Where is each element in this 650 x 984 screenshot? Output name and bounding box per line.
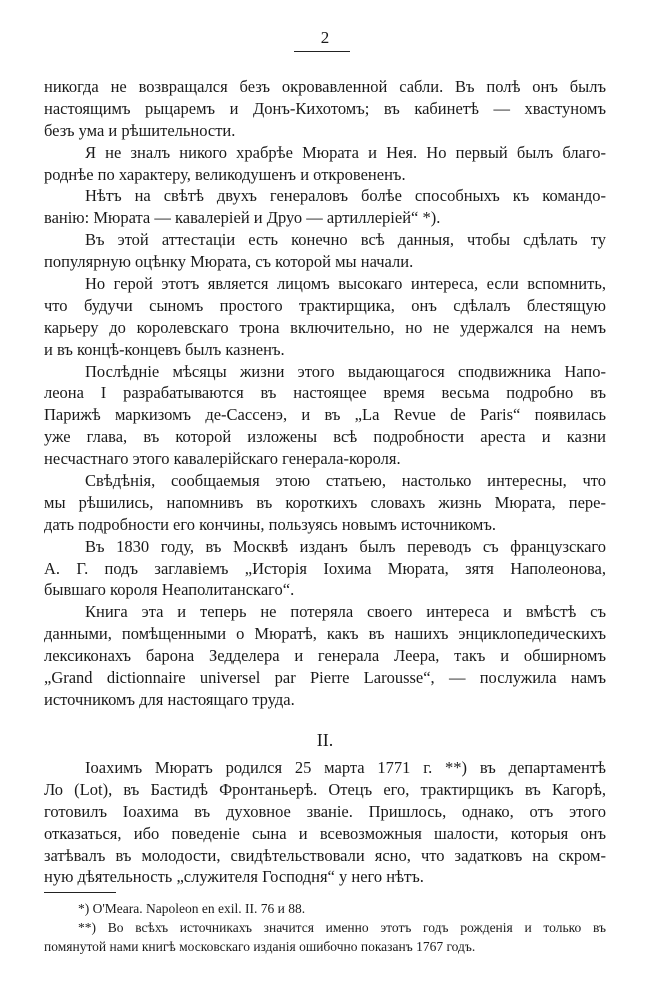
- section-2-text: [44, 757, 606, 888]
- paragraph: [44, 899, 606, 918]
- text-line: Ло (Lot), въ Бастидѣ Фронтаньерѣ. Отецъ его, трактирщикъ въ Кагорѣ,: [44, 779, 606, 799]
- text-line: Я не зналъ никого храбрѣе Мюрата и Нея. Но первый былъ благо-: [85, 142, 606, 162]
- paragraph: [44, 361, 606, 470]
- text-line: Послѣдніе мѣсяцы жизни этого выдающагося сподвижника Напо-: [85, 361, 606, 381]
- text-line: Нѣтъ на свѣтѣ двухъ генераловъ болѣе способныхъ къ командо-: [85, 186, 606, 206]
- section-1-text: [44, 76, 606, 711]
- text-line: Парижѣ маркизомъ де-Сассенэ, и въ „La Revue de Paris“ появилась: [44, 405, 606, 425]
- text-line: Но герой этотъ является лицомъ высокаго интереса, если вспомнить,: [85, 274, 606, 294]
- text-line: Въ 1830 году, въ Москвѣ изданъ былъ переводъ съ французскаго: [85, 536, 606, 556]
- footnote-rule: [44, 892, 116, 893]
- text-line: уже глава, въ которой изложены всѣ подробности ареста и казни: [44, 427, 606, 447]
- text-line: Въ этой аттестаціи есть конечно всѣ данныя, чтобы сдѣлать ту: [85, 230, 606, 250]
- paragraph: [44, 229, 606, 273]
- text-line: бывшаго короля Неаполитанскаго“.: [44, 580, 295, 600]
- text-line: популярную оцѣнку Мюрата, съ которой мы начали.: [44, 252, 414, 272]
- paragraph: [44, 536, 606, 602]
- text-line: и въ концѣ-концевъ былъ казненъ.: [44, 339, 285, 359]
- text-line: Свѣдѣнія, сообщаемыя этою статьею, настолько интересны, что: [85, 471, 606, 491]
- text-line: затѣвалъ въ молодости, свидѣтельствовали ясно, что задатковъ на скром-: [44, 845, 606, 865]
- paragraph: [44, 757, 606, 888]
- text-line: ную дѣятельность „служителя Господня“ у него нѣтъ.: [44, 867, 424, 887]
- text-line: готовилъ Іоахима въ духовное званіе. Пришлось, однако, отъ этого: [44, 801, 606, 821]
- footnotes: [44, 899, 606, 956]
- text-line: источникомъ для настоящаго труда.: [44, 689, 295, 709]
- text-line: что будучи сыномъ простого трактирщика, онъ сдѣлалъ блестящую: [44, 295, 606, 315]
- paragraph: [44, 76, 606, 142]
- paragraph: [44, 470, 606, 536]
- text-line: несчастнаго этого кавалерійскаго генерала-короля.: [44, 449, 401, 469]
- text-line: безъ ума и рѣшительности.: [44, 120, 236, 140]
- text-line: Книга эта и теперь не потеряла своего интереса и вмѣстѣ съ: [85, 602, 606, 622]
- text-line: „Grand dictionnaire universel par Pierre Larousse“, — послужила намъ: [44, 668, 606, 688]
- text-line: карьеру до королевскаго трона включительно, но не удержался на немъ: [44, 317, 606, 337]
- paragraph: [44, 601, 606, 710]
- paragraph: [44, 142, 606, 186]
- page-number: 2: [320, 28, 330, 47]
- text-line: *) O'Meara. Napoleon en exil. II. 76 и 88.: [78, 901, 306, 916]
- text-line: Іоахимъ Мюратъ родился 25 марта 1771 г. **) въ департаментѣ: [85, 758, 606, 777]
- page-number-rule: [294, 51, 350, 52]
- text-line: настоящимъ рыцаремъ и Донъ-Кихотомъ; въ кабинетѣ — хвастуномъ: [44, 98, 606, 118]
- text-line: помянутой нами книгѣ московскаго изданія ошибочно показанъ 1767 годъ.: [44, 939, 476, 954]
- text-line: данными, помѣщенными о Мюратѣ, какъ въ нашихъ энциклопедическихъ: [44, 624, 606, 644]
- text-line: отказаться, ибо поведеніе сына и всевозможныя шалости, которыя онъ: [44, 823, 606, 843]
- text-line: роднѣе по характеру, великодушенъ и откровененъ.: [44, 164, 406, 184]
- paragraph: [44, 185, 606, 229]
- text-line: мы рѣшились, напомнивъ въ короткихъ словахъ жизнь Мюрата, пере-: [44, 492, 606, 512]
- text-line: ванію: Мюрата — кавалеріей и Друо — артиллеріей“ *).: [44, 208, 441, 228]
- text-line: леона I разрабатываются въ настоящее время весьма подробно въ: [44, 383, 606, 403]
- paragraph: [44, 273, 606, 361]
- paragraph: [44, 918, 606, 956]
- section-heading: II.: [316, 730, 334, 750]
- text-line: А. Г. подъ заглавіемъ „Исторія Іохима Мюрата, зятя Наполеонова,: [44, 558, 606, 578]
- text-line: дать подробности его кончины, пользуясь новымъ источникомъ.: [44, 514, 497, 534]
- text-line: **) Во всѣхъ источникахъ значится именно этотъ годъ рожденія и только въ: [78, 920, 606, 935]
- text-line: лексиконахъ барона Зедделера и генерала Леера, такъ и обширномъ: [44, 646, 606, 666]
- text-line: никогда не возвращался безъ окровавленной сабли. Въ полѣ онъ былъ: [44, 77, 606, 96]
